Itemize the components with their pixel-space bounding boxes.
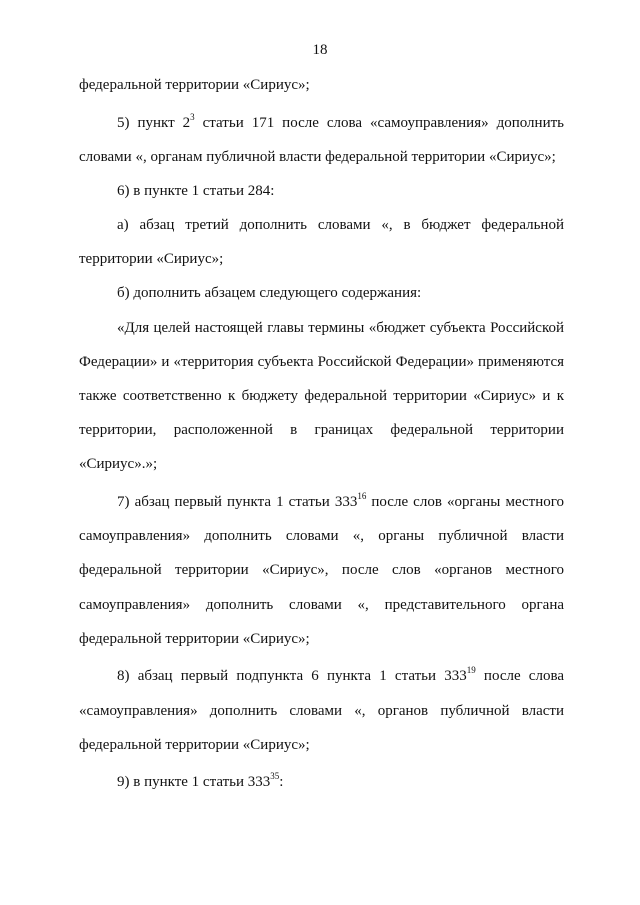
superscript: 16 — [357, 491, 367, 501]
text-line-12: «Сириус».»; — [79, 456, 158, 472]
superscript: 3 — [190, 112, 195, 122]
text-line-15: федеральной территории «Сириус», после слов «органов местного — [79, 562, 564, 578]
text-line-14: самоуправления» дополнить словами «, органы публичной власти — [79, 528, 564, 544]
superscript: 19 — [466, 665, 476, 675]
page-number: 18 — [312, 42, 328, 58]
text-line-9: Федерации» и «территория субъекта Российской Федерации» применяются — [79, 354, 564, 370]
superscript: 35 — [270, 771, 280, 781]
text-line-8: «Для целей настоящей главы термины «бюджет субъекта Российской — [117, 320, 564, 336]
text-line-10: также соответственно к бюджету федеральной территории «Сириус» и к — [79, 388, 564, 404]
text-line-20: федеральной территории «Сириус»; — [79, 737, 310, 753]
text-line-11: территории, расположенной в границах федеральной территории — [79, 422, 564, 438]
text-line-1: федеральной территории «Сириус»; — [79, 77, 310, 93]
text-line-4: 6) в пункте 1 статьи 284: — [117, 183, 275, 199]
text-line-2: 5) пункт $2^3$ статьи 171 после слова «самоуправления» дополнить — [117, 112, 564, 131]
text-line-17: федеральной территории «Сириус»; — [79, 631, 310, 647]
text-line-19: «самоуправления» дополнить словами «, органов публичной власти — [79, 703, 564, 719]
text-line-18: 8) абзац первый подпункта 6 пункта 1 статьи $333^{19}$ после слова — [117, 665, 564, 684]
text-line-5: а) абзац третий дополнить словами «, в бюджет федеральной — [117, 217, 564, 233]
text-line-21: 9) в пункте 1 статьи $333^{35}$: — [117, 771, 284, 790]
text-line-7: б) дополнить абзацем следующего содержания: — [117, 285, 422, 301]
text-line-16: самоуправления» дополнить словами «, представительного органа — [79, 597, 564, 613]
text-line-13: 7) абзац первый пункта 1 статьи $333^{16}$ после слов «органы местного — [117, 491, 564, 510]
text-line-6: территории «Сириус»; — [79, 251, 224, 267]
text-line-3: словами «, органам публичной власти федеральной территории «Сириус»; — [79, 149, 556, 165]
